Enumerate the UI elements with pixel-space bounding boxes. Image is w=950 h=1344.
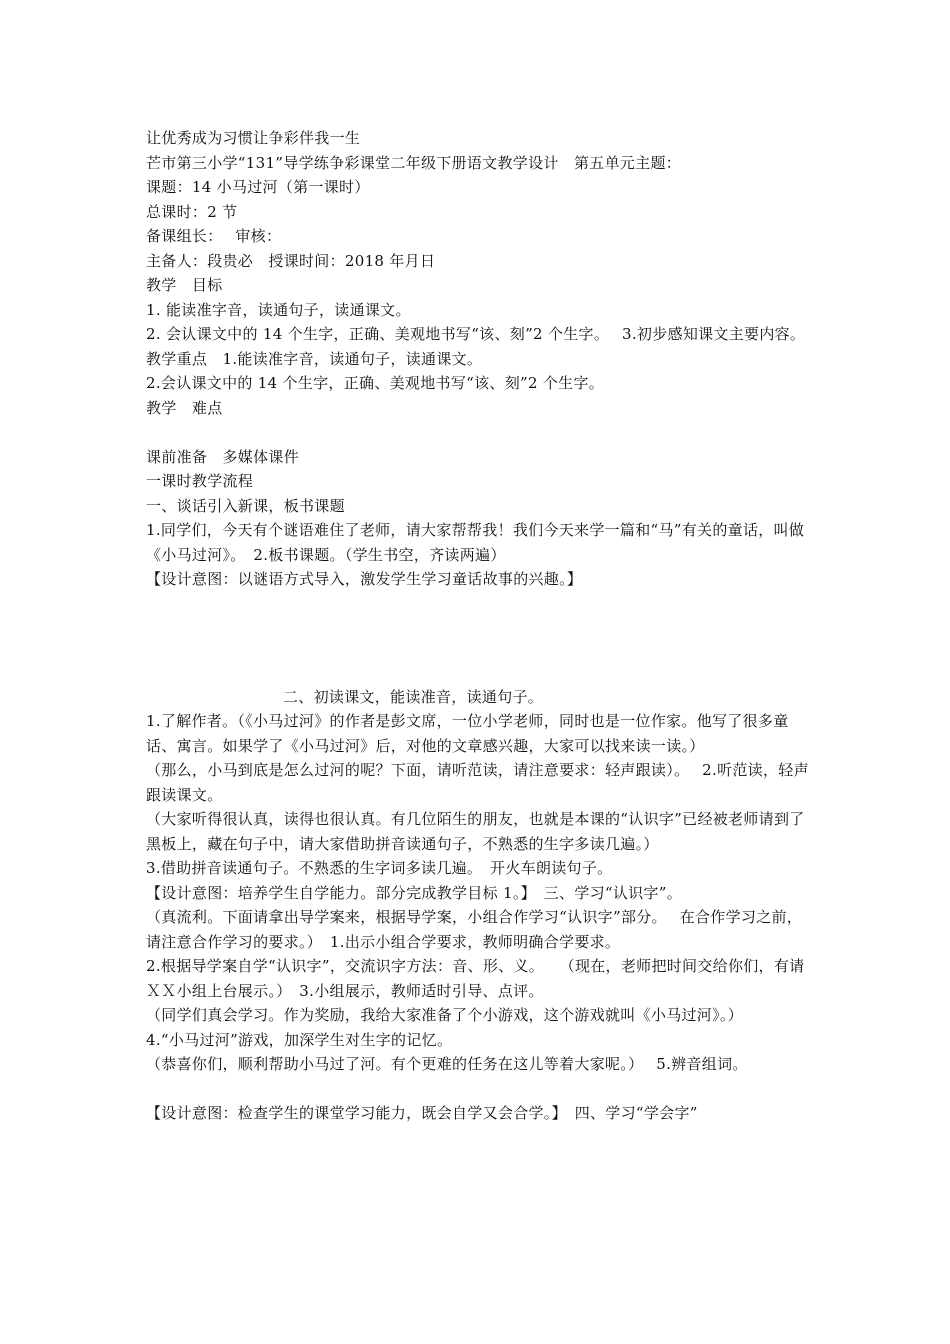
preparation-line: 课前准备 多媒体课件 (146, 447, 300, 466)
section2-para-9: 4.“小马过河”游戏，加深学生对生字的记忆。 (146, 1030, 453, 1049)
school-line: 芒市第三小学“131”导学练争彩课堂二年级下册语文教学设计 第五单元主题： (146, 153, 682, 172)
section1-title: 一、谈话引入新课，板书课题 (146, 496, 345, 515)
section2-para-1: 1.了解作者。（《小马过河》的作者是彭文席，一位小学老师，同时也是一位作家。他写了很多童话、寓言。如果学了《小马过河》后，对他的文章感兴趣，大家可以找来读一读。） (146, 712, 789, 755)
section2-para-7: 2.根据导学案自学“认识字”，交流识字方法：音、形、义。 （现在，老师把时间交给你们，有请ＸＸ小组上台展示。） 3.小组展示，教师适时引导、点评。 (146, 957, 805, 1000)
section2-para-6: （真流利。下面请拿出导学案来，根据导学案，小组合作学习“认识字”部分。 在合作学习之前，请注意合作学习的要求。） 1.出示小组合学要求，教师明确合学要求。 (146, 908, 803, 951)
section2-para-2: （那么，小马到底是怎么过河的呢？下面，请听范读，请注意要求：轻声跟读）。 2.听范读，轻声跟读课文。 (146, 761, 809, 804)
lesson-title: 课题：14 小马过河（第一课时） (146, 178, 370, 196)
preparer: 主备人：段贵必 授课时间：2018 年月日 (146, 251, 436, 270)
section1-intent: 【设计意图：以谜语方式导入，激发学生学习童话故事的兴趣。】 (146, 570, 583, 588)
document-page (146, 126, 811, 1126)
flow-title: 一课时教学流程 (146, 472, 254, 490)
spacer (146, 420, 811, 445)
group-leader: 备课组长： 审核： (146, 227, 282, 245)
objective-2: 2. 会认课文中的 14 个生字，正确、美观地书写“该、刻”2 个生字。 3.初步感知课文主要内容。 (146, 325, 806, 343)
spacer (146, 592, 811, 685)
section2-para-8: （同学们真会学习。作为奖励，我给大家准备了个小游戏，这个游戏就叫《小马过河》。） (146, 1006, 744, 1024)
section1-para: 1.同学们，今天有个谜语难住了老师，请大家帮帮我！我们今天来学一篇和“马”有关的童话，叫做《小马过河》。 2.板书课题。（学生书空，齐读两遍） (146, 521, 805, 564)
objectives-heading: 教学 目标 (146, 276, 223, 294)
total-hours: 总课时：2 节 (146, 202, 238, 221)
section2-para-4: 3.借助拼音读通句子。不熟悉的生字词多读几遍。 开火车朗读句子。 (146, 859, 613, 877)
key-points-heading: 教学重点 1.能读准字音，读通句子，读通课文。 (146, 349, 483, 368)
section2-para-10: （恭喜你们，顺利帮助小马过了河。有个更难的任务在这儿等着大家呢。） 5.辨音组词。 (146, 1055, 748, 1073)
section2-para-3: （大家听得很认真，读得也很认真。有几位陌生的朋友，也就是本课的“认识字”已经被老师请到了黑板上，藏在句子中，请大家借助拼音读通句子，不熟悉的生字多读几遍。） (146, 810, 805, 853)
section2-title: 二、初读课文，能读准音，读通句子。 (283, 687, 544, 706)
section2-para-5: 【设计意图：培养学生自学能力。部分完成教学目标 1。】 三、学习“认识字”。 (146, 883, 683, 902)
difficulty-heading: 教学 难点 (146, 398, 223, 417)
section2-para-11: 【设计意图：检查学生的课堂学习能力，既会自学又会合学。】 四、学习“学会字” (146, 1104, 698, 1122)
slogan: 让优秀成为习惯让争彩伴我一生 (146, 129, 361, 147)
objective-1: 1. 能读准字音，读通句子，读通课文。 (146, 300, 411, 319)
spacer (146, 1077, 811, 1102)
key-point-2: 2.会认课文中的 14 个生字，正确、美观地书写“该、刻”2 个生字。 (146, 374, 605, 392)
